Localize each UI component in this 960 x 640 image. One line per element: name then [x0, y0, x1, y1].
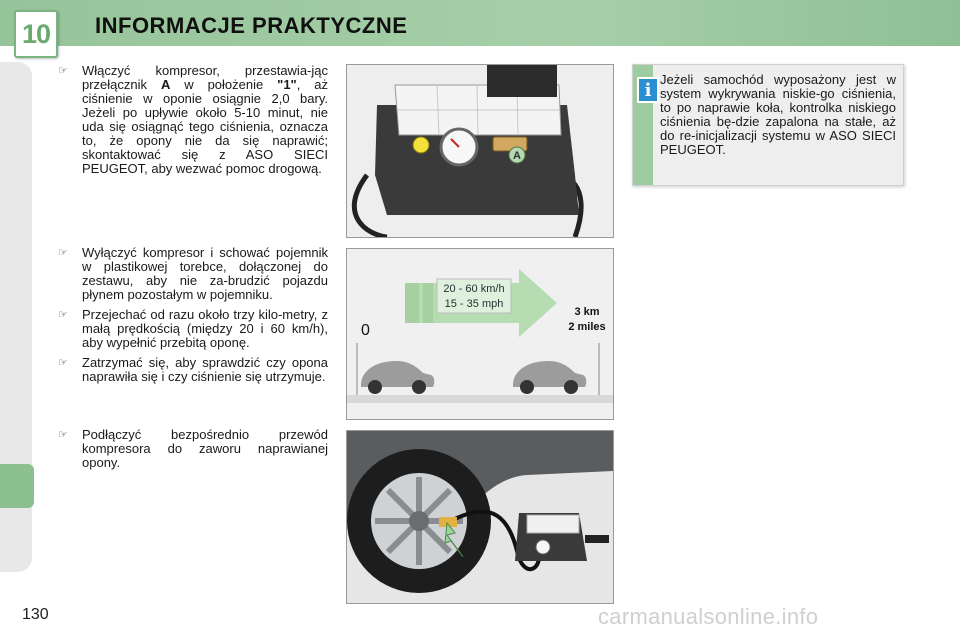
steps-list-top — [58, 64, 328, 182]
step-text: Podłączyć bezpośrednio przewód kompresora do zaworu naprawianej opony. — [82, 427, 328, 470]
step-text-part: w położenie — [170, 77, 278, 92]
switch-a-label: A — [513, 150, 521, 162]
page-number: 130 — [22, 606, 49, 623]
step-item — [58, 308, 328, 350]
step-text: Przejechać od razu około trzy kilo-metry, z małą prędkością (między 20 i 60 km/h), aby wypełnić przebitą oponę. — [82, 307, 328, 350]
speed-mph-label: 15 - 35 mph — [444, 298, 504, 310]
hand-pointer-icon: ☞ — [58, 247, 68, 259]
info-box — [632, 64, 904, 186]
hand-pointer-icon: ☞ — [58, 65, 68, 77]
step-text-part: Włączyć kompresor, przestawia-jąc przełącznik — [82, 63, 328, 92]
compressor-illustration — [347, 65, 613, 237]
page-title: INFORMACJE PRAKTYCZNE — [95, 13, 408, 38]
tyre-connection-illustration — [347, 431, 613, 603]
drive-figure — [346, 248, 614, 420]
chapter-number: 10 — [21, 18, 51, 49]
step-item — [58, 356, 328, 384]
hand-pointer-icon: ☞ — [58, 429, 68, 441]
distance-miles-label: 2 miles — [568, 321, 606, 333]
steps-list-bottom — [58, 428, 328, 476]
switch-position: "1" — [277, 77, 297, 92]
distance-km-label: 3 km — [574, 306, 600, 318]
step-item — [58, 428, 328, 470]
hand-pointer-icon: ☞ — [58, 309, 68, 321]
steps-list-middle — [58, 246, 328, 390]
step-item — [58, 64, 328, 176]
watermark[interactable]: carmanualsonline.info — [598, 604, 819, 629]
chapter-badge — [14, 10, 58, 58]
tyre-connection-figure — [346, 430, 614, 604]
compressor-figure — [346, 64, 614, 238]
switch-label: A — [160, 77, 171, 92]
info-icon: i — [637, 77, 659, 103]
start-label: 0 — [361, 322, 370, 339]
drive-illustration — [347, 249, 613, 419]
step-text: Zatrzymać się, aby sprawdzić czy opona naprawiła się i czy ciśnienie się utrzymuje. — [82, 355, 328, 384]
chapter-tab[interactable] — [0, 464, 34, 508]
hand-pointer-icon: ☞ — [58, 357, 68, 369]
info-text: Jeżeli samochód wyposażony jest w system wykrywania niskie-go ciśnienia, to po naprawie koła, kontrolka niskiego ciśnienia bę-dzie zapalona na stałe, aż do re-inicjalizacji systemu w ASO SIECI PEUGEOT. — [660, 72, 896, 157]
speed-kmh-label: 20 - 60 km/h — [443, 283, 505, 295]
step-item — [58, 246, 328, 302]
step-text-part: , aż ciśnienie w oponie osiągnie 2,0 bary. Jeżeli po upływie około 5-10 minut, nie uda się osiągnąć tego ciśnienia, oznacza to, że opony nie da się naprawić; skontaktować się z ASO SIECI PEUGEOT, aby wezwać pomoc drogową. — [82, 77, 328, 176]
step-text: Wyłączyć kompresor i schować pojemnik w plastikowej torebce, dołączonej do zestawu, aby nie za-brudzić pojazdu płynem pozostałym w pojemniku. — [82, 245, 328, 302]
